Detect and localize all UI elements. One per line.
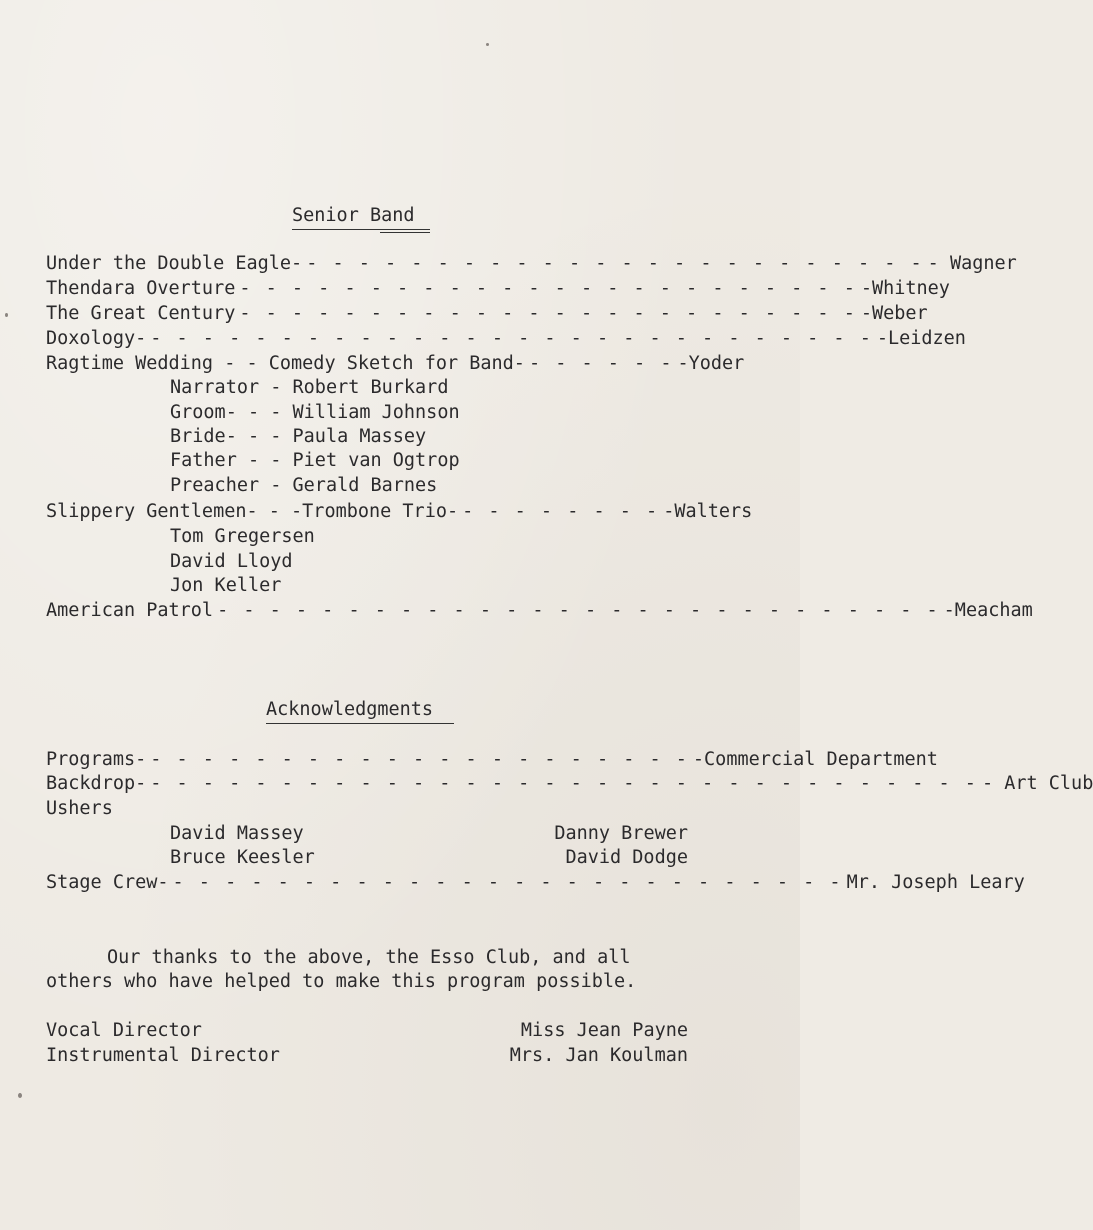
cast-row: Bride- - - Paula Massey [170,426,427,447]
director-name: Miss Jean Payne [520,1020,688,1041]
trio-member: Jon Keller [170,575,282,596]
cast-row: Preacher - Gerald Barnes [170,475,438,496]
acknowledgment-row: Backdrop- - - - - - - - - - - - - - - - - - - - - - - - - - - - - - - - - - Art Club [46,773,1093,794]
program-item: Slippery Gentlemen- - -Trombone Trio- - - - - - - - - -Walters [46,501,753,522]
usher-name: David Massey [170,823,304,844]
director-name: Mrs. Jan Koulman [509,1045,688,1066]
paper-speck [486,43,489,46]
heading-underline-double [380,232,430,233]
ushers-label: Ushers [46,798,113,819]
heading-underline [292,229,430,230]
paper-speck [5,313,8,317]
cast-row: Narrator - Robert Burkard [170,377,449,398]
senior-band-heading: Senior Band [292,205,415,226]
program-item: Under the Double Eagle- - - - - - - - - - - - - - - - - - - - - - - - - - Wagner [46,253,1017,274]
program-item: American Patrol - - - - - - - - - - - - - - - - - - - - - - - - - - - - -Meacham [46,600,1033,621]
director-title: Instrumental Director [46,1045,280,1066]
program-item: The Great Century - - - - - - - - - - - - - - - - - - - - - - - - -Weber [46,303,928,324]
program-item: Thendara Overture - - - - - - - - - - - - - - - - - - - - - - - - -Whitney [46,278,950,299]
acknowledgment-row: Programs- - - - - - - - - - - - - - - - - - - - - - -Commercial Department [46,749,938,770]
cast-row: Father - - Piet van Ogtrop [170,450,460,471]
usher-name: Bruce Keesler [170,847,315,868]
program-item: Doxology- - - - - - - - - - - - - - - - - - - - - - - - - - - - - -Leidzen [46,328,966,349]
acknowledgment-row: Stage Crew- - - - - - - - - - - - - - - - - - - - - - - - - - - Mr. Joseph Leary [46,872,1025,893]
program-item: Ragtime Wedding - - Comedy Sketch for Band- - - - - - - -Yoder [46,353,745,374]
usher-name: David Dodge [565,847,688,868]
director-title: Vocal Director [46,1020,202,1041]
trio-member: Tom Gregersen [170,526,315,547]
acknowledgments-heading: Acknowledgments [266,699,434,720]
trio-member: David Lloyd [170,551,293,572]
paper-speck [18,1093,22,1098]
thanks-line: Our thanks to the above, the Esso Club, and all [107,947,631,968]
cast-row: Groom- - - William Johnson [170,402,460,423]
thanks-line: others who have helped to make this program possible. [46,971,637,992]
usher-name: Danny Brewer [554,823,688,844]
heading-underline [266,723,454,724]
